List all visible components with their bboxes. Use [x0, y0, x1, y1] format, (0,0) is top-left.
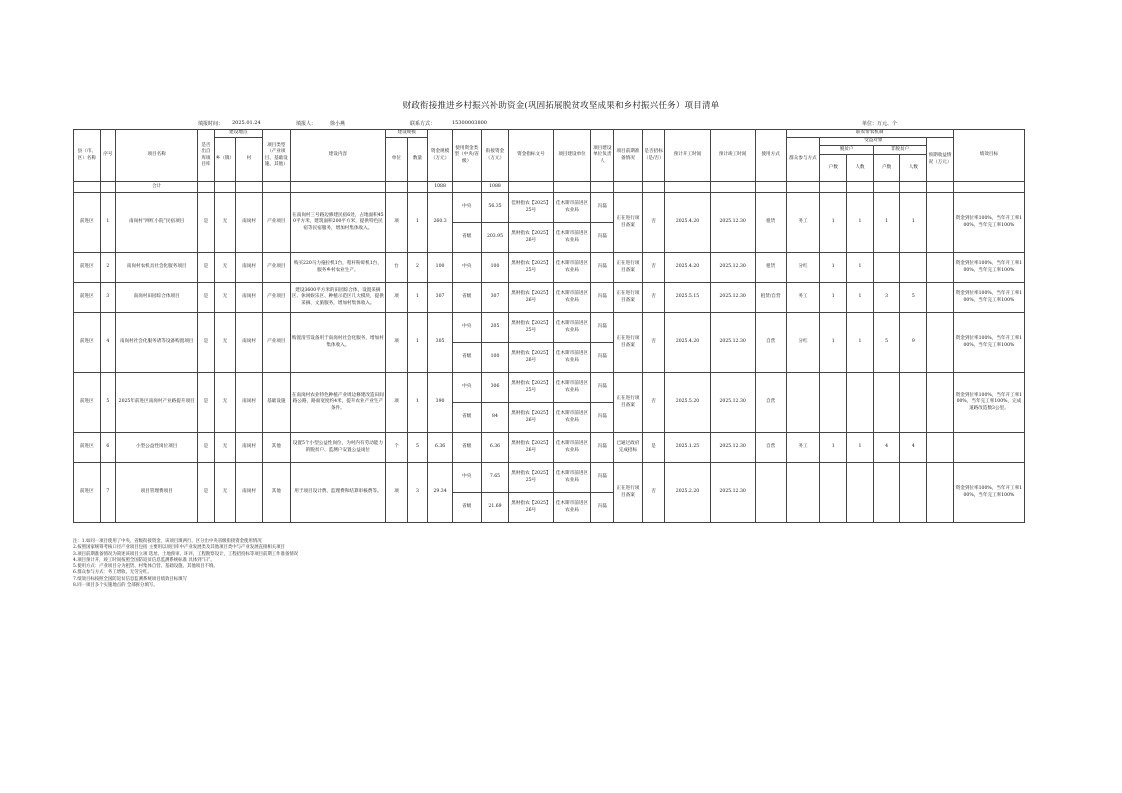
header-perf: 绩效目标 [953, 130, 1024, 182]
header-scale: 建设规模 [386, 130, 428, 138]
cell-progress: 已通过政府完成招标 [614, 433, 643, 463]
cell-monitor-persons [900, 373, 927, 433]
cell-village: 南岗村 [236, 253, 263, 283]
note-line: 5.使用方式：产业项目分为租赁、村集体自营、基础设施、其他项目不填。 [73, 564, 218, 569]
cell-county: 前进区 [74, 373, 101, 433]
cell-doc: 黑财指农【2025】26号 [509, 433, 553, 463]
cell-monitor-persons [900, 463, 927, 523]
note-line: 6.群众参与方式：务工增收、无劳分红。 [73, 570, 152, 576]
cell-owner: 冯磊 [591, 193, 614, 223]
cell-fund-total: 100 [428, 253, 453, 283]
cell-seq: 5 [100, 373, 115, 433]
table-row [74, 463, 1025, 493]
cell-seq: 6 [100, 433, 115, 463]
header-persons: 人数 [900, 155, 927, 182]
cell-poverty-hh [820, 373, 847, 433]
header-monitor-hh: 非脱贫户 [873, 146, 926, 155]
cell-owner: 冯磊 [591, 283, 614, 313]
header-mechanism: 联农带农机制 [786, 130, 953, 138]
filler-label: 填报人： [296, 121, 317, 127]
cell-town: 无 [214, 463, 236, 523]
contact-phone: 15300003800 [452, 120, 487, 126]
cell-start: 2025.5.15 [665, 283, 710, 313]
cell-unit: 项 [386, 283, 408, 313]
cell-monitor-persons: 9 [900, 313, 927, 373]
cell-progress: 正在进行项目备案 [614, 283, 643, 313]
cell-unit: 项 [386, 373, 408, 433]
cell-doc: 黑财指农【2025】26号 [509, 403, 553, 433]
cell-builder: 佳木斯市前进区农业局 [553, 313, 591, 343]
cell-doc: 黑财指农【2025】26号 [509, 283, 553, 313]
cell-county: 前进区 [74, 193, 101, 253]
cell-fund-total: 260.3 [428, 193, 453, 253]
cell-perf: 资金到位率100%，当年开工率100%，当年完工率100% [953, 283, 1024, 313]
cell-fund-total: 307 [428, 283, 453, 313]
cell-type: 基础设施 [262, 373, 290, 433]
cell-usage: 租赁 [755, 253, 786, 283]
header-beneficiary: 受益对象 [820, 138, 927, 146]
cell-tender: 是 [642, 433, 665, 463]
cell-type: 其他 [262, 463, 290, 523]
cell-builder: 佳木斯市前进区农业局 [553, 253, 591, 283]
header-tender: 是否招标（是/否） [642, 130, 665, 182]
cell-end: 2025.12.30 [710, 193, 755, 253]
cell-monitor-hh: 5 [873, 313, 900, 373]
cell-tender: 否 [642, 313, 665, 373]
total-fund-amt: 1088 [481, 182, 509, 193]
cell-monitor-hh [873, 463, 900, 523]
cell-type: 产业项目 [262, 193, 290, 253]
cell-unit: 项 [386, 193, 408, 253]
cell-progress: 正在进行项目备案 [614, 253, 643, 283]
cell-name: 小型公益性岗位项目 [116, 433, 198, 463]
cell-doc: 黑财指农【2025】26号 [509, 493, 553, 523]
cell-builder: 佳木斯市前进区农业局 [553, 223, 591, 253]
header-end: 预计竣工时间 [710, 130, 755, 182]
cell-fund-type: 省级 [452, 403, 481, 433]
header-progress: 项目前期准备情况 [614, 130, 643, 182]
header-content: 建设内容 [290, 130, 386, 182]
cell-fund-type: 省级 [452, 343, 481, 373]
cell-from-lib: 是 [198, 193, 214, 253]
cell-participation: 分红 [786, 253, 820, 283]
cell-progress: 正在进行项目备案 [614, 463, 643, 523]
cell-tender: 否 [642, 373, 665, 433]
cell-end: 2025.12.30 [710, 313, 755, 373]
cell-poverty-persons: 1 [847, 283, 874, 313]
cell-fund-amt: 307 [481, 283, 509, 313]
cell-start: 2025.4.20 [665, 313, 710, 373]
cell-income [927, 373, 954, 433]
cell-poverty-hh: 1 [820, 313, 847, 373]
note-line: 注：1.如同一项目使用了中央、省级衔接资金，该项目填两行，区分出中央省级衔接资金使用情况 [73, 539, 262, 544]
cell-poverty-persons [847, 373, 874, 433]
cell-seq: 3 [100, 283, 115, 313]
cell-content: 在南岗村农业特色种植产业周边修建改造田间路公路，路面宽度约4米，提升农业产业生产条件。 [290, 373, 386, 433]
total-label: 合计 [116, 182, 198, 193]
cell-fund-total: 29.34 [428, 463, 453, 523]
cell-start: 2025.5.20 [665, 373, 710, 433]
cell-name: 项目管理费项目 [116, 463, 198, 523]
cell-owner: 冯磊 [591, 343, 614, 373]
cell-owner: 冯磊 [591, 253, 614, 283]
cell-county: 前进区 [74, 313, 101, 373]
cell-name: 南岗村农机具社会化服务项目 [116, 253, 198, 283]
cell-from-lib: 是 [198, 463, 214, 523]
cell-poverty-hh: 1 [820, 283, 847, 313]
cell-content: 购置清雪设备用于南岗村社会化服务，增加村集体收入。 [290, 313, 386, 373]
cell-qty: 1 [407, 193, 428, 253]
cell-fund-amt: 21.69 [481, 493, 509, 523]
cell-usage: 租赁 [755, 193, 786, 253]
cell-county: 前进区 [74, 463, 101, 523]
cell-fund-type: 中央 [452, 193, 481, 223]
notes-block [73, 539, 1023, 589]
cell-fund-type: 省级 [452, 493, 481, 523]
cell-town: 无 [214, 373, 236, 433]
filler-name: 徐小燕 [330, 121, 346, 127]
cell-fund-amt: 100 [481, 253, 509, 283]
cell-fund-total: 390 [428, 373, 453, 433]
cell-poverty-hh [820, 463, 847, 523]
cell-fund-total: 305 [428, 313, 453, 373]
header-fund-total: 资金规模（万元） [428, 130, 453, 182]
cell-fund-type: 省级 [452, 283, 481, 313]
cell-monitor-persons: 5 [900, 283, 927, 313]
cell-usage: 自营 [755, 313, 786, 373]
cell-village: 南岗村 [236, 463, 263, 523]
cell-type: 其他 [262, 433, 290, 463]
cell-builder: 佳木斯市前进区农业局 [553, 373, 591, 403]
cell-village: 南岗村 [236, 373, 263, 433]
header-type: 项目类型（产业项目、基础设施、其他） [262, 130, 290, 182]
cell-village: 南岗村 [236, 193, 263, 253]
cell-poverty-persons [847, 463, 874, 523]
cell-monitor-persons: 4 [900, 433, 927, 463]
cell-usage [755, 463, 786, 523]
cell-end: 2025.12.30 [710, 433, 755, 463]
total-fund: 1088 [428, 182, 453, 193]
cell-perf: 资金到位率100%，当年开工率100%，当年完工率100%，完成道路改造数3公里。 [953, 373, 1024, 433]
cell-owner: 冯磊 [591, 223, 614, 253]
cell-fund-type: 省级 [452, 433, 481, 463]
cell-village: 南岗村 [236, 313, 263, 373]
cell-from-lib: 是 [198, 283, 214, 313]
cell-unit: 个 [386, 433, 408, 463]
cell-name: 南岗村田园综合体项目 [116, 283, 198, 313]
cell-fund-total: 6.36 [428, 433, 453, 463]
cell-monitor-persons: 1 [900, 193, 927, 253]
cell-from-lib: 是 [198, 253, 214, 283]
cell-progress: 正在进行项目备案 [614, 373, 643, 433]
header-from-lib: 是否出自库项目库 [198, 130, 214, 182]
note-line: 2.按照国家统筹考核口径产业项目包括 主要用以项目库中产业发展类及其他项目类中与产业发展直接相关项目 [73, 545, 285, 551]
cell-fund-type: 中央 [452, 253, 481, 283]
cell-poverty-hh: 1 [820, 193, 847, 253]
cell-end: 2025.12.30 [710, 373, 755, 433]
cell-perf: 资金到位率100%，当年开工率100%，当年完工率100% [953, 463, 1024, 523]
cell-fund-type: 中央 [452, 313, 481, 343]
cell-monitor-persons [900, 253, 927, 283]
cell-end: 2025.12.30 [710, 253, 755, 283]
cell-builder: 佳木斯市前进区农业局 [553, 343, 591, 373]
cell-progress: 正在进行项目备案 [614, 313, 643, 373]
table-row [74, 313, 1025, 343]
cell-town: 无 [214, 313, 236, 373]
header-seq: 序号 [100, 130, 115, 182]
cell-type: 产业项目 [262, 313, 290, 373]
cell-fund-amt: 205 [481, 313, 509, 343]
header-location: 建设地点 [214, 130, 262, 138]
cell-qty: 3 [407, 463, 428, 523]
header-scale-qty: 数量 [407, 138, 428, 182]
cell-usage: 租赁/自营 [755, 283, 786, 313]
cell-type: 产业项目 [262, 283, 290, 313]
header-hh: 户数 [873, 155, 900, 182]
cell-income [927, 463, 954, 523]
total-row [74, 182, 1025, 193]
cell-owner: 冯磊 [591, 313, 614, 343]
cell-participation: 务工 [786, 283, 820, 313]
cell-poverty-hh: 1 [820, 253, 847, 283]
cell-doc: 佳财指农【2025】25号 [509, 193, 553, 223]
cell-fund-amt: 84 [481, 403, 509, 433]
cell-participation: 务工 [786, 433, 820, 463]
cell-builder: 佳木斯市前进区农业局 [553, 463, 591, 493]
table-row [74, 373, 1025, 403]
table-row [74, 253, 1025, 283]
project-table [73, 129, 1025, 523]
cell-qty: 5 [407, 433, 428, 463]
cell-income [927, 253, 954, 283]
cell-county: 前进区 [74, 283, 101, 313]
header-village: 村 [236, 138, 263, 182]
cell-income [927, 313, 954, 373]
cell-participation: 务工 [786, 193, 820, 253]
cell-builder: 佳木斯市前进区农业局 [553, 433, 591, 463]
cell-doc: 黑财指农【2025】25号 [509, 253, 553, 283]
cell-unit: 项 [386, 313, 408, 373]
cell-builder: 佳木斯市前进区农业局 [553, 283, 591, 313]
cell-name: 南岗村社会化服务诸等设备购置项目 [116, 313, 198, 373]
cell-fund-type: 中央 [452, 373, 481, 403]
cell-perf: 资金到位率100%，当年开工率100%，当年完工率100% [953, 313, 1024, 373]
cell-owner: 冯磊 [591, 433, 614, 463]
header-scale-unit: 单位 [386, 138, 408, 182]
table-row [74, 433, 1025, 463]
cell-fund-amt: 203.95 [481, 223, 509, 253]
cell-unit: 台 [386, 253, 408, 283]
cell-poverty-persons: 1 [847, 193, 874, 253]
cell-income [927, 433, 954, 463]
cell-content: 购买220马力拖拉机1台，秸秆粉碎机1台，服务乡村农业生产。 [290, 253, 386, 283]
cell-qty: 1 [407, 313, 428, 373]
cell-participation: 分红 [786, 313, 820, 373]
table-body [74, 130, 1025, 523]
cell-builder: 佳木斯市前进区农业局 [553, 403, 591, 433]
cell-participation [786, 463, 820, 523]
table-row [74, 283, 1025, 313]
contact-label: 联系方式： [410, 121, 436, 127]
cell-content: 在南岗村三号路边修建民宿6处，占地面积450平方米，建筑面积200平方米，提供特色民宿等民宿服务，增加村集体收入。 [290, 193, 386, 253]
cell-from-lib: 是 [198, 313, 214, 373]
header-fund-type: 使用资金类型（中央/省级） [452, 130, 481, 182]
cell-monitor-hh: 4 [873, 433, 900, 463]
cell-seq: 4 [100, 313, 115, 373]
cell-town: 无 [214, 433, 236, 463]
cell-fund-amt: 100 [481, 343, 509, 373]
cell-tender: 否 [642, 463, 665, 523]
table-row [74, 193, 1025, 223]
cell-qty: 1 [407, 373, 428, 433]
cell-usage: 自营 [755, 373, 786, 433]
cell-fund-type: 中央 [452, 463, 481, 493]
cell-fund-type: 省级 [452, 223, 481, 253]
header-poverty-hh: 脱贫户 [820, 146, 873, 155]
header-participation: 群众参与方式 [786, 138, 820, 182]
cell-income [927, 283, 954, 313]
cell-seq: 7 [100, 463, 115, 523]
cell-start: 2025.4.20 [665, 253, 710, 283]
cell-owner: 冯磊 [591, 463, 614, 493]
cell-tender: 否 [642, 193, 665, 253]
header-fund-amt: 衔接资金（万元） [481, 130, 509, 182]
cell-owner: 冯磊 [591, 373, 614, 403]
header-town: 乡（镇） [214, 138, 236, 182]
cell-qty: 1 [407, 283, 428, 313]
cell-name: 2025年前进区南岗村产业路提升项目 [116, 373, 198, 433]
header-usage: 使用方式 [755, 130, 786, 182]
cell-county: 前进区 [74, 433, 101, 463]
header-hh: 户数 [820, 155, 847, 182]
cell-fund-amt: 6.36 [481, 433, 509, 463]
header-doc: 资金指标文号 [509, 130, 553, 182]
cell-monitor-hh: 1 [873, 193, 900, 253]
cell-fund-amt: 56.35 [481, 193, 509, 223]
cell-poverty-persons: 1 [847, 253, 874, 283]
cell-end: 2025.12.30 [710, 283, 755, 313]
cell-from-lib: 是 [198, 373, 214, 433]
cell-village: 南岗村 [236, 283, 263, 313]
cell-progress: 正在进行项目备案 [614, 193, 643, 253]
cell-builder: 佳木斯市前进区农业局 [553, 193, 591, 223]
header-name: 项目名称 [116, 130, 198, 182]
cell-start: 2025.1.25 [665, 433, 710, 463]
cell-from-lib: 是 [198, 433, 214, 463]
header-builder: 项目建设单位 [553, 130, 591, 182]
cell-doc: 黑财指农【2025】25号 [509, 463, 553, 493]
cell-start: 2025.4.20 [665, 193, 710, 253]
cell-name: 南岗村“网红小院”民宿项目 [116, 193, 198, 253]
cell-end: 2025.12.30 [710, 463, 755, 523]
cell-perf: 资金到位率100%，当年开工率100%，当年完工率100% [953, 193, 1024, 253]
cell-poverty-persons: 1 [847, 313, 874, 373]
cell-monitor-hh [873, 373, 900, 433]
cell-seq: 1 [100, 193, 115, 253]
cell-qty: 2 [407, 253, 428, 283]
note-line: 4.项目预计开，竣工时间按照全国防返贫信息监测系统标准 具体到“日”。 [73, 557, 215, 563]
note-line: 3.项目前期准备情况为简述该项目立项 选址、土地预审、环评、工程勘察设计、工程招投标等项目前期工作准备情况 [73, 551, 299, 557]
cell-income [927, 193, 954, 253]
cell-content: 设置5个小型公益性岗位，为村内有劳动能力的脱贫户、监测户安置公益岗位 [290, 433, 386, 463]
cell-poverty-hh: 1 [820, 433, 847, 463]
fill-time-label: 填报时间： [198, 121, 224, 127]
cell-content: 建设3600平方米的田园综合体，设置采摘区、休闲娱乐区、种植示范区几大模块，提供采摘、文旅服务，增加村集体收入。 [290, 283, 386, 313]
cell-town: 无 [214, 193, 236, 253]
cell-village: 南岗村 [236, 433, 263, 463]
header-owner: 项目建设单位负责人 [591, 130, 614, 182]
cell-type: 产业项目 [262, 253, 290, 283]
cell-doc: 黑财指农【2025】26号 [509, 343, 553, 373]
page-title: 财政衔接推进乡村振兴补助资金(巩固拓展脱贫攻坚成果和乡村振兴任务）项目清单 [402, 101, 720, 111]
note-line: 8.同一项目多个实施地点的 全部拆分填写。 [73, 582, 158, 588]
cell-owner: 冯磊 [591, 493, 614, 523]
unit-label: 单位：万元、个 [862, 121, 898, 127]
cell-fund-amt: 7.65 [481, 463, 509, 493]
cell-perf [953, 433, 1024, 463]
cell-fund-amt: 306 [481, 373, 509, 403]
cell-county: 前进区 [74, 253, 101, 283]
cell-tender: 否 [642, 253, 665, 283]
cell-builder: 佳木斯市前进区农业局 [553, 493, 591, 523]
cell-seq: 2 [100, 253, 115, 283]
cell-town: 无 [214, 253, 236, 283]
cell-owner: 冯磊 [591, 403, 614, 433]
cell-start: 2025.2.20 [665, 463, 710, 523]
fill-time: 2025.01.24 [232, 120, 261, 126]
cell-doc: 黑财指农【2025】26号 [509, 223, 553, 253]
cell-doc: 黑财指农【2025】25号 [509, 313, 553, 343]
cell-perf: 资金到位率100%，当年开工率100%，当年完工率100% [953, 253, 1024, 283]
header-income: 预期收益情况（万元） [927, 138, 954, 182]
cell-monitor-hh: 3 [873, 283, 900, 313]
header-county: 县（市、区）名称 [74, 130, 101, 182]
cell-tender: 否 [642, 283, 665, 313]
header-persons: 人数 [847, 155, 874, 182]
note-line: 7.绩效目标按照全国防返贫信息监测系统项目绩效目标填写 [73, 576, 187, 582]
cell-doc: 黑财指农【2025】25号 [509, 373, 553, 403]
cell-participation [786, 373, 820, 433]
cell-town: 无 [214, 283, 236, 313]
cell-unit: 项 [386, 463, 408, 523]
cell-poverty-persons: 1 [847, 433, 874, 463]
cell-content: 用于项目设计费、监理费和结算审核费等。 [290, 463, 386, 523]
cell-monitor-hh [873, 253, 900, 283]
header-start: 预计开工时间 [665, 130, 710, 182]
cell-usage: 自营 [755, 433, 786, 463]
